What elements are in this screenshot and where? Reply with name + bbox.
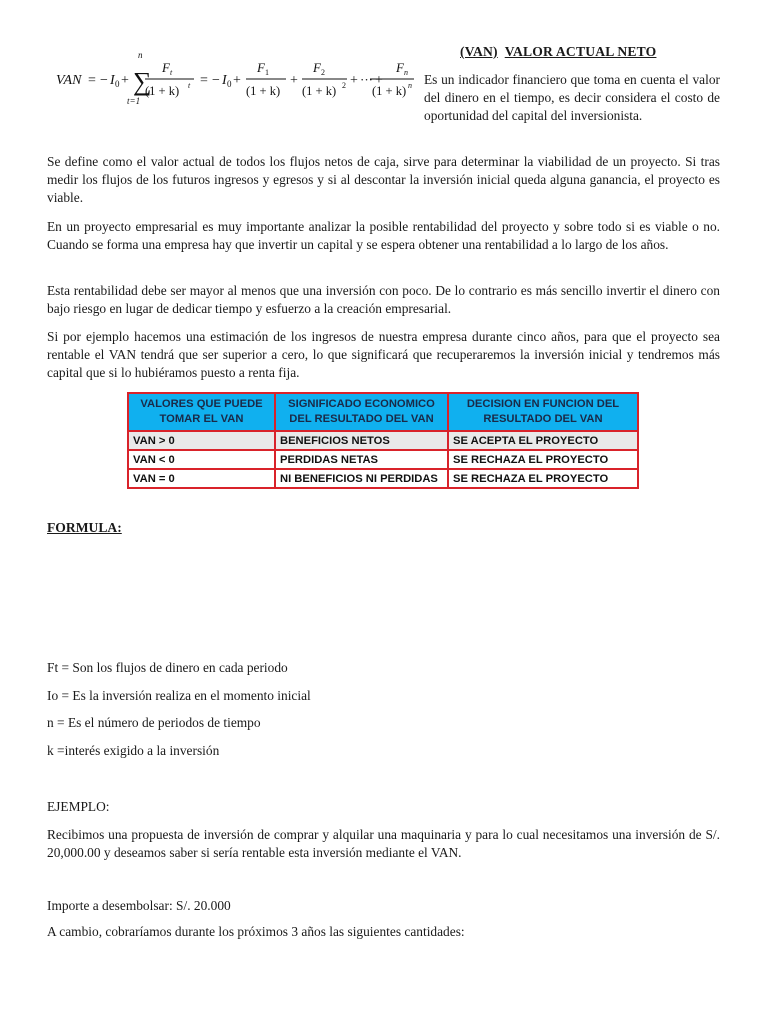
table-cell: PERDIDAS NETAS: [275, 450, 448, 469]
van-formula: [54, 46, 414, 118]
formula-heading: FORMULA:: [47, 520, 122, 535]
svg-text:2: 2: [342, 81, 346, 90]
table-header-meaning: SIGNIFICADO ECONOMICO DEL RESULTADO DEL VAN: [275, 393, 448, 431]
example-amount: Importe a desembolsar: S/. 20.000: [47, 898, 231, 913]
page-title: [460, 44, 656, 60]
svg-text:1: 1: [265, 68, 269, 77]
table-row: [128, 469, 638, 488]
svg-text:2: 2: [321, 68, 325, 77]
svg-text:=: =: [200, 73, 208, 88]
svg-text:−: −: [100, 73, 108, 88]
svg-text:F: F: [396, 60, 404, 75]
van-decision-table: [127, 392, 639, 489]
svg-text:(1 + k): (1 + k): [302, 84, 337, 98]
svg-text:F: F: [313, 60, 321, 75]
svg-text:n: n: [408, 81, 412, 90]
title-text: VALOR ACTUAL NETO: [504, 44, 657, 59]
summation-sign: ∑: [133, 67, 152, 96]
paragraph-importance: En un proyecto empresarial es muy importante analizar la posible rentabilidad del proyecto y sobre todo si es viable o no. Cuando se forma una empresa hay que invertir un capital y se espera obtener una rentabilidad a lo largo de los años.: [47, 219, 720, 253]
svg-text:n: n: [138, 50, 143, 60]
intro-paragraph: Es un indicador financiero que toma en cuenta el valor del dinero en el tiempo, es decir considera el costo de oportunidad del capital del inversionista.: [424, 72, 720, 124]
svg-text:0: 0: [115, 79, 120, 89]
table-header-decision: DECISION EN FUNCION DEL RESULTADO DEL VAN: [448, 393, 638, 431]
svg-text:(1 + k): (1 + k): [145, 84, 180, 98]
table-cell: VAN = 0: [128, 469, 275, 488]
table-cell: BENEFICIOS NETOS: [275, 431, 448, 450]
definition-n: n = Es el número de periodos de tiempo: [47, 715, 261, 730]
svg-text:···: ···: [360, 72, 373, 87]
svg-text:+: +: [121, 73, 129, 88]
table-cell: SE ACEPTA EL PROYECTO: [448, 431, 638, 450]
table-cell: SE RECHAZA EL PROYECTO: [448, 450, 638, 469]
table-cell: VAN < 0: [128, 450, 275, 469]
table-header-values: VALORES QUE PUEDE TOMAR EL VAN: [128, 393, 275, 431]
svg-text:F: F: [162, 60, 170, 75]
svg-text:−: −: [212, 73, 220, 88]
example-returns: A cambio, cobraríamos durante los próximos 3 años las siguientes cantidades:: [47, 924, 465, 939]
paragraph-rentability: Esta rentabilidad debe ser mayor al menos que una inversión con poco. De lo contrario es más sencillo invertir el dinero con bajo riesgo en lugar de dedicar tiempo y esfuerzo a la creación empresarial.: [47, 283, 720, 317]
svg-text:t: t: [170, 68, 173, 77]
svg-text:(1 + k): (1 + k): [246, 84, 281, 98]
formula-eq: =: [88, 73, 96, 88]
table-cell: VAN > 0: [128, 431, 275, 450]
title-acronym: (VAN): [460, 44, 498, 59]
svg-text:+: +: [233, 73, 241, 88]
table-header-row: [128, 393, 638, 431]
definition-k: k =interés exigido a la inversión: [47, 743, 220, 758]
svg-text:F: F: [257, 60, 265, 75]
svg-text:n: n: [404, 68, 408, 77]
table-cell: NI BENEFICIOS NI PERDIDAS: [275, 469, 448, 488]
svg-text:+: +: [375, 73, 383, 88]
svg-text:+: +: [290, 73, 298, 88]
svg-text:+: +: [350, 73, 358, 88]
paragraph-definition: Se define como el valor actual de todos los flujos netos de caja, sirve para determinar la viabilidad de un proyecto. Si tras medir los flujos de los futuros ingresos y egresos y si al descontar la inversión inicial queda alguna ganancia, el proyecto es viable.: [47, 154, 720, 206]
svg-text:0: 0: [227, 79, 232, 89]
table-row: [128, 431, 638, 450]
definition-ft: Ft = Son los flujos de dinero en cada periodo: [47, 660, 288, 675]
example-paragraph: Recibimos una propuesta de inversión de comprar y alquilar una maquinaria y para lo cual necesitamos una inversión de S/. 20,000.00 y deseamos saber si sería rentable esta inversión mediante el VAN.: [47, 827, 720, 861]
formula-van: VAN: [56, 73, 82, 88]
svg-text:I: I: [110, 73, 115, 88]
table-cell: SE RECHAZA EL PROYECTO: [448, 469, 638, 488]
table-row: [128, 450, 638, 469]
paragraph-example-intro: Si por ejemplo hacemos una estimación de los ingresos de nuestra empresa durante cinco años, para que el proyecto sea rentable el VAN tendrá que ser superior a cero, lo que significará que recuperaremos la inversión inicial y tendremos más capital que si lo hubiéramos puesto a renta fija.: [47, 329, 720, 381]
example-heading: EJEMPLO:: [47, 799, 110, 814]
definition-io: Io = Es la inversión realiza en el momento inicial: [47, 688, 311, 703]
svg-text:t=1: t=1: [127, 96, 141, 106]
svg-text:I: I: [222, 73, 227, 88]
svg-text:(1 + k): (1 + k): [372, 84, 407, 98]
svg-text:t: t: [188, 81, 191, 90]
